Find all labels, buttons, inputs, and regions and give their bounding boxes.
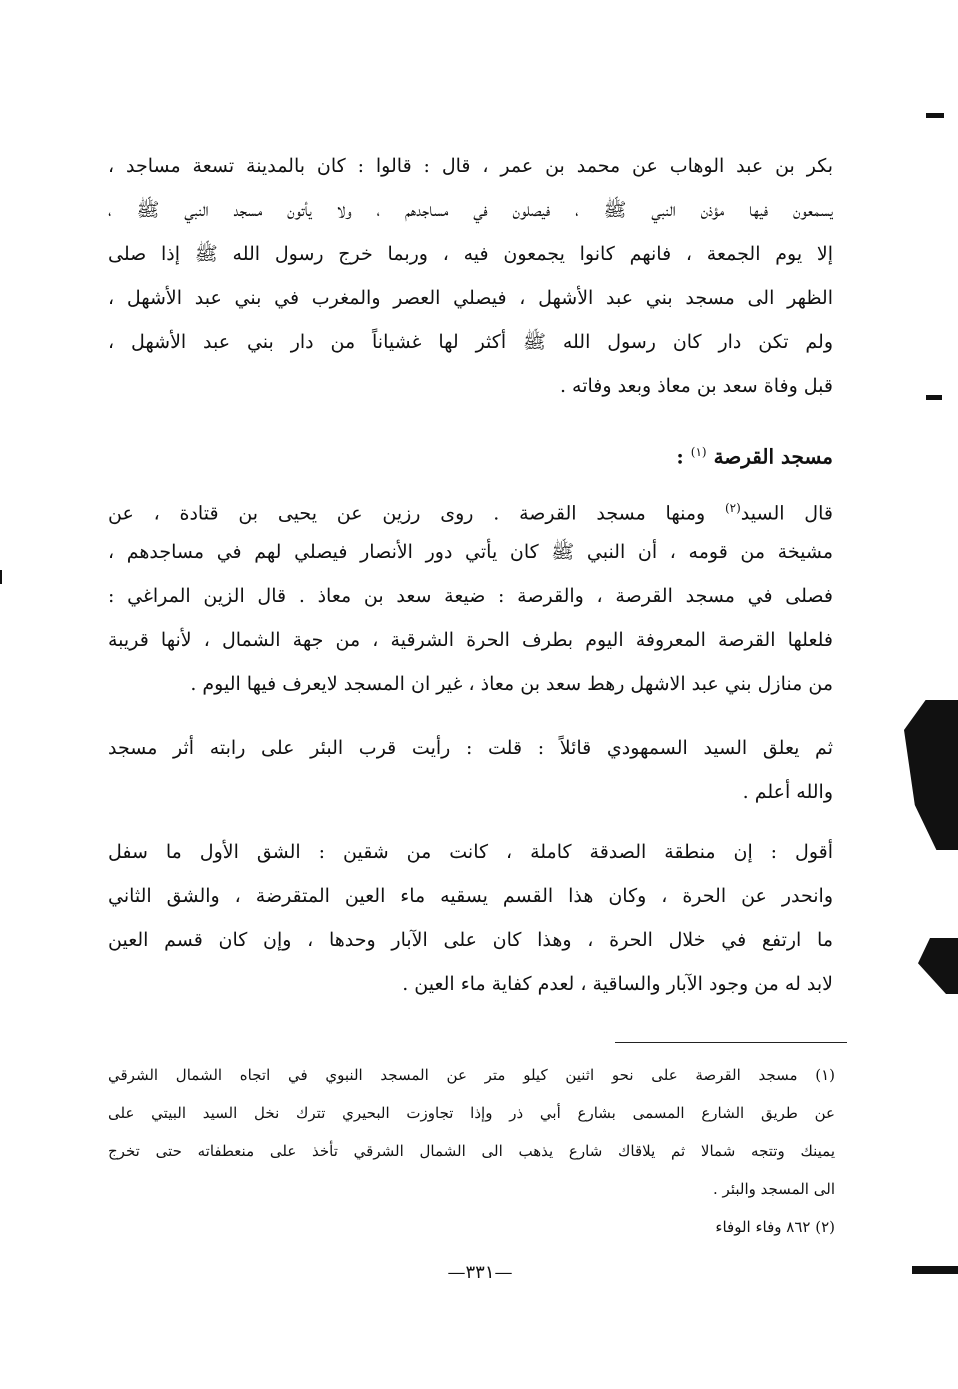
text-fragment: ومنها مسجد القرصة . روى رزين عن يحيى بن قتادة ، عن — [108, 502, 725, 525]
scan-edge-shadow — [904, 700, 958, 850]
footnote-line: (٢) ٨٦٢ وفاء الوفاء — [715, 1218, 835, 1236]
text-line: قبل وفاة سعد بن معاذ وبعد وفاته . — [559, 375, 833, 397]
footnote-line: يمينك وتتجه شمالا ثم يلاقاك شارع يذهب الى الشمال الشرقي تأخذ على منعطفاته حتى تخرج — [108, 1142, 835, 1160]
text-line: أقول : إن منطقة الصدقة كاملة ، كانت من شقين : الشق الأول ما سفل — [108, 841, 833, 863]
heading-suffix: : — [676, 444, 691, 469]
text-line: الظهر الى مسجد بني عبد الأشهل ، فيصلي العصر والمغرب في بني عبد الأشهل ، — [108, 287, 833, 309]
section-heading — [560, 432, 833, 477]
text-line: فصلى في مسجد القرصة ، والقرصة : ضيعة سعد بن معاذ . قال الزين المراغي : — [108, 585, 833, 607]
paragraph-3 — [108, 726, 833, 814]
paragraph-4 — [108, 830, 833, 1006]
text-line: إلا يوم الجمعة ، فانهم كانوا يجمعون فيه ، وربما خرج رسول الله ﷺ إذا صلى — [108, 243, 833, 265]
text-line: مشيخة من قومه ، أن النبي ﷺ كان يأتي دور الأنصار فيصلي لهم في مساجدهم ، — [108, 541, 833, 563]
footnote-line: (١) مسجد القرصة على نحو اثنين كيلو متر عن المسجد النبوي في اتجاه الشمال الشرقي — [108, 1066, 835, 1084]
text-line: ثم يعلق السيد السمهودي قائلاً : قلت : رأيت قرب البئر على رابته أثر مسجد — [108, 737, 833, 759]
page-number: —٣٣١— — [447, 1262, 513, 1283]
text-line: والله أعلم . — [742, 781, 833, 803]
footnote-ref: (٢) — [724, 501, 741, 515]
text-line: ما ارتفع في خلال الحرة ، وهذا كان على الآبار وحدها ، وإن كان قسم العين — [108, 929, 833, 951]
scan-edge-mark — [912, 1266, 958, 1274]
scan-edge-shadow — [918, 938, 958, 994]
text-fragment: قال السيد — [740, 502, 833, 525]
text-line: من منازل بني عبد الاشهل رهط سعد بن معاذ ، غير ان المسجد لايعرف فيها اليوم . — [190, 673, 833, 695]
paragraph-1 — [108, 144, 833, 408]
footnote-line: عن طريق الشارع المسمى بشارع أبي ذر وإذا تجاوزت البحيري تترك نخل السيد البيتي على — [108, 1104, 835, 1122]
text-line — [108, 486, 833, 530]
footnote-line: الى المسجد والبئر . — [713, 1180, 835, 1198]
footnotes — [108, 1056, 835, 1246]
text-line: وانحدر عن الحرة ، وكان هذا القسم يسقيه ماء العين المتقرضة ، والشق الثاني — [108, 885, 833, 907]
paragraph-2 — [108, 486, 833, 706]
scan-edge-mark — [926, 113, 944, 118]
text-line: بكر بن عبد الوهاب عن محمد بن عمر ، قال : قالوا : كان بالمدينة تسعة مساجد ، — [108, 155, 833, 177]
footnote-ref: (١) — [690, 445, 707, 459]
text-line: يسمعون فيها مؤذن النبي ﷺ ، فيصلون في مساجدهم ، ولا يأتون مسجد النبي ﷺ ، — [108, 199, 833, 221]
heading-title: مسجد القرصة — [713, 444, 833, 469]
text-line: ولم تكن دار كان رسول الله ﷺ أكثر لها غشياناً من دار بني عبد الأشهل ، — [108, 331, 833, 353]
footnote-separator — [615, 1042, 847, 1043]
text-line: لابد له من وجود الآبار والساقية ، لعدم كفاية ماء العين . — [402, 973, 833, 995]
scan-edge-mark — [0, 570, 2, 584]
scan-edge-mark — [926, 395, 942, 400]
text-line: فلعلها القرصة المعروفة اليوم بطرف الحرة الشرقية ، من جهة الشمال ، لأنها قريبة — [108, 629, 833, 651]
